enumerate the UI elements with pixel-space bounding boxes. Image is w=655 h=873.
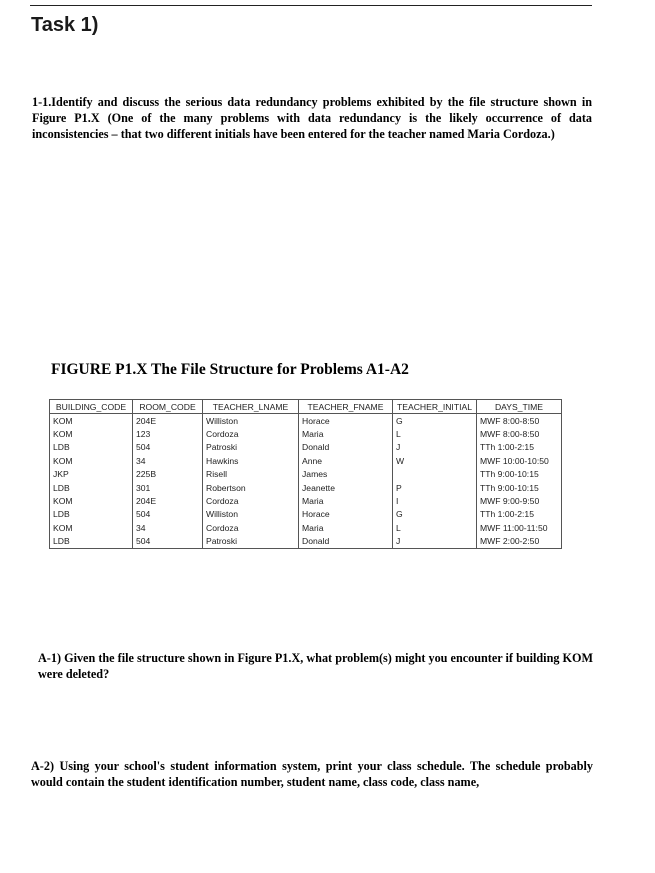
table-row bbox=[50, 468, 562, 481]
table-cell: KOM bbox=[50, 494, 133, 507]
table-cell: LDB bbox=[50, 441, 133, 454]
table-cell: MWF 11:00-11:50 bbox=[477, 521, 562, 534]
table-header-row bbox=[50, 400, 562, 414]
table-cell: KOM bbox=[50, 454, 133, 467]
question-a2: A-2) Using your school's student information system, print your class schedule. The schedule probably would contain the student identification number, student name, class code, class name, bbox=[31, 759, 593, 789]
table-cell: 34 bbox=[133, 454, 203, 467]
table-cell: Donald bbox=[299, 441, 393, 454]
table-row bbox=[50, 414, 562, 428]
table-cell: 504 bbox=[133, 508, 203, 521]
table-cell: P bbox=[393, 481, 477, 494]
table-cell: Donald bbox=[299, 535, 393, 549]
table-cell: J bbox=[393, 535, 477, 549]
table-cell: James bbox=[299, 468, 393, 481]
table-cell: Horace bbox=[299, 508, 393, 521]
table-cell: 504 bbox=[133, 535, 203, 549]
table-cell: J bbox=[393, 441, 477, 454]
task-title: Task 1) bbox=[31, 14, 99, 36]
table-cell bbox=[393, 468, 477, 481]
column-header: DAYS_TIME bbox=[477, 400, 562, 414]
table-cell: Jeanette bbox=[299, 481, 393, 494]
table-cell: KOM bbox=[50, 414, 133, 428]
table-row bbox=[50, 454, 562, 467]
table-cell: LDB bbox=[50, 535, 133, 549]
table-cell: Maria bbox=[299, 521, 393, 534]
file-structure-table bbox=[49, 399, 562, 549]
table-cell: G bbox=[393, 508, 477, 521]
table-cell: KOM bbox=[50, 521, 133, 534]
table-cell: 301 bbox=[133, 481, 203, 494]
table-cell: 204E bbox=[133, 414, 203, 428]
question-a1: A-1) Given the file structure shown in Figure P1.X, what problem(s) might you encounter if building KOM were deleted? bbox=[38, 651, 593, 681]
table-cell: TTh 9:00-10:15 bbox=[477, 468, 562, 481]
table-cell: Cordoza bbox=[203, 494, 299, 507]
table-cell: TTh 9:00-10:15 bbox=[477, 481, 562, 494]
table-cell: Maria bbox=[299, 494, 393, 507]
table-cell: Risell bbox=[203, 468, 299, 481]
table-cell: Maria bbox=[299, 427, 393, 440]
table-cell: Horace bbox=[299, 414, 393, 428]
table-cell: 204E bbox=[133, 494, 203, 507]
question-1 bbox=[32, 94, 592, 142]
table-cell: MWF 10:00-10:50 bbox=[477, 454, 562, 467]
table-cell: Anne bbox=[299, 454, 393, 467]
table-row bbox=[50, 521, 562, 534]
table-cell: JKP bbox=[50, 468, 133, 481]
table-cell: MWF 9:00-9:50 bbox=[477, 494, 562, 507]
table-cell: Patroski bbox=[203, 441, 299, 454]
column-header: TEACHER_LNAME bbox=[203, 400, 299, 414]
table-row bbox=[50, 427, 562, 440]
table-row bbox=[50, 535, 562, 549]
table-cell: TTh 1:00-2:15 bbox=[477, 441, 562, 454]
figure-caption: FIGURE P1.X The File Structure for Problems A1-A2 bbox=[51, 361, 409, 378]
table-cell: Cordoza bbox=[203, 521, 299, 534]
table-cell: LDB bbox=[50, 481, 133, 494]
table-cell: Williston bbox=[203, 508, 299, 521]
table-cell: L bbox=[393, 521, 477, 534]
table-cell: MWF 2:00-2:50 bbox=[477, 535, 562, 549]
table-cell: 123 bbox=[133, 427, 203, 440]
table-cell: MWF 8:00-8:50 bbox=[477, 427, 562, 440]
table-cell: L bbox=[393, 427, 477, 440]
table-row bbox=[50, 441, 562, 454]
table-row bbox=[50, 508, 562, 521]
table-cell: 504 bbox=[133, 441, 203, 454]
table-row bbox=[50, 494, 562, 507]
column-header: TEACHER_FNAME bbox=[299, 400, 393, 414]
table-cell: Cordoza bbox=[203, 427, 299, 440]
column-header: BUILDING_CODE bbox=[50, 400, 133, 414]
top-divider bbox=[30, 5, 592, 6]
table-cell: W bbox=[393, 454, 477, 467]
table-cell: G bbox=[393, 414, 477, 428]
table-cell: Patroski bbox=[203, 535, 299, 549]
column-header: TEACHER_INITIAL bbox=[393, 400, 477, 414]
table-cell: Williston bbox=[203, 414, 299, 428]
table-cell: Robertson bbox=[203, 481, 299, 494]
table-cell: 225B bbox=[133, 468, 203, 481]
column-header: ROOM_CODE bbox=[133, 400, 203, 414]
table-cell: KOM bbox=[50, 427, 133, 440]
table-row bbox=[50, 481, 562, 494]
table-cell: Hawkins bbox=[203, 454, 299, 467]
table-cell: I bbox=[393, 494, 477, 507]
table-cell: 34 bbox=[133, 521, 203, 534]
question-1-text: Identify and discuss the serious data redundancy problems exhibited by the file structure shown in Figure P1.X (One of the many problems with data redundancy is the likely occurrence of data inconsistencies – that two different initials have been entered for the teacher named Maria Cordoza.) bbox=[32, 95, 592, 141]
question-1-number: 1-1. bbox=[32, 95, 52, 109]
table-cell: MWF 8:00-8:50 bbox=[477, 414, 562, 428]
table-cell: TTh 1:00-2:15 bbox=[477, 508, 562, 521]
table-cell: LDB bbox=[50, 508, 133, 521]
